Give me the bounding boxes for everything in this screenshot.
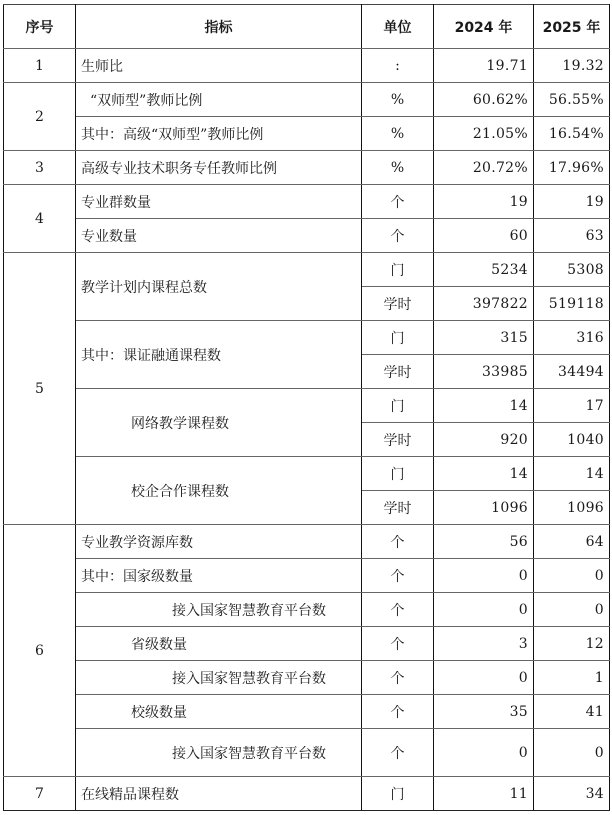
table-row <box>4 661 610 695</box>
value-2024: 11 <box>434 777 534 811</box>
value-2024: 60 <box>434 219 534 253</box>
header-2025: 2025 年 <box>534 5 610 49</box>
indicator-cell: 专业教学资源库数 <box>76 525 362 559</box>
value-2025: 19 <box>534 185 610 219</box>
unit-cell: 个 <box>362 559 434 593</box>
value-2024: 1096 <box>434 491 534 525</box>
value-2024: 60.62% <box>434 83 534 117</box>
value-2024: 397822 <box>434 287 534 321</box>
unit-cell: : <box>362 49 434 83</box>
header-indicator: 指标 <box>76 5 362 49</box>
unit-cell: 个 <box>362 185 434 219</box>
unit-cell: 门 <box>362 253 434 287</box>
value-2024: 14 <box>434 389 534 423</box>
table-row <box>4 389 610 423</box>
indicator-cell: 校企合作课程数 <box>76 457 362 525</box>
indicator-cell: 高级专业技术职务专任教师比例 <box>76 151 362 185</box>
table-row <box>4 253 610 287</box>
value-2025: 0 <box>534 729 610 777</box>
table-row <box>4 777 610 811</box>
unit-cell: 门 <box>362 777 434 811</box>
value-2025: 0 <box>534 559 610 593</box>
value-2024: 19.71 <box>434 49 534 83</box>
table-row <box>4 219 610 253</box>
indicator-cell: 其中：国家级数量 <box>76 559 362 593</box>
value-2024: 56 <box>434 525 534 559</box>
seq-cell: 7 <box>4 777 76 811</box>
value-2025: 63 <box>534 219 610 253</box>
seq-cell: 3 <box>4 151 76 185</box>
table-row <box>4 117 610 151</box>
unit-cell: 门 <box>362 321 434 355</box>
indicator-cell: 接入国家智慧教育平台数 <box>76 593 362 627</box>
indicator-cell: 专业群数量 <box>76 185 362 219</box>
value-2025: 14 <box>534 457 610 491</box>
seq-cell: 6 <box>4 525 76 777</box>
table-row <box>4 83 610 117</box>
unit-cell: 个 <box>362 219 434 253</box>
unit-cell: 门 <box>362 389 434 423</box>
value-2025: 16.54% <box>534 117 610 151</box>
value-2025: 64 <box>534 525 610 559</box>
value-2025: 17 <box>534 389 610 423</box>
table-row <box>4 321 610 355</box>
indicator-cell: 校级数量 <box>76 695 362 729</box>
value-2025: 1040 <box>534 423 610 457</box>
value-2025: 0 <box>534 593 610 627</box>
unit-cell: 个 <box>362 627 434 661</box>
value-2024: 0 <box>434 729 534 777</box>
value-2025: 17.96% <box>534 151 610 185</box>
value-2024: 14 <box>434 457 534 491</box>
value-2025: 519118 <box>534 287 610 321</box>
seq-cell: 2 <box>4 83 76 151</box>
unit-cell: 学时 <box>362 491 434 525</box>
unit-cell: 个 <box>362 661 434 695</box>
table-row <box>4 185 610 219</box>
table-row <box>4 695 610 729</box>
table-row <box>4 457 610 491</box>
value-2024: 0 <box>434 593 534 627</box>
indicator-cell: 其中：课证融通课程数 <box>76 321 362 389</box>
value-2024: 5234 <box>434 253 534 287</box>
indicator-cell: 专业数量 <box>76 219 362 253</box>
unit-cell: 个 <box>362 695 434 729</box>
header-unit: 单位 <box>362 5 434 49</box>
table-row <box>4 151 610 185</box>
header-row <box>4 5 610 49</box>
value-2025: 56.55% <box>534 83 610 117</box>
value-2025: 41 <box>534 695 610 729</box>
value-2024: 3 <box>434 627 534 661</box>
table-row <box>4 559 610 593</box>
value-2025: 34 <box>534 777 610 811</box>
value-2024: 0 <box>434 559 534 593</box>
seq-cell: 4 <box>4 185 76 253</box>
value-2025: 1096 <box>534 491 610 525</box>
indicator-cell: 生师比 <box>76 49 362 83</box>
value-2024: 33985 <box>434 355 534 389</box>
indicator-cell: “双师型”教师比例 <box>76 83 362 117</box>
value-2024: 35 <box>434 695 534 729</box>
value-2025: 1 <box>534 661 610 695</box>
indicator-cell: 其中：高级“双师型”教师比例 <box>76 117 362 151</box>
value-2025: 5308 <box>534 253 610 287</box>
unit-cell: 个 <box>362 729 434 777</box>
table-row <box>4 49 610 83</box>
value-2024: 920 <box>434 423 534 457</box>
value-2025: 12 <box>534 627 610 661</box>
seq-cell: 5 <box>4 253 76 525</box>
header-2024: 2024 年 <box>434 5 534 49</box>
value-2025: 316 <box>534 321 610 355</box>
table-row <box>4 627 610 661</box>
unit-cell: 学时 <box>362 355 434 389</box>
indicator-table <box>3 4 610 811</box>
table-row <box>4 593 610 627</box>
unit-cell: 学时 <box>362 287 434 321</box>
unit-cell: % <box>362 117 434 151</box>
value-2024: 0 <box>434 661 534 695</box>
header-seq: 序号 <box>4 5 76 49</box>
unit-cell: 学时 <box>362 423 434 457</box>
indicator-cell: 网络教学课程数 <box>76 389 362 457</box>
value-2025: 34494 <box>534 355 610 389</box>
value-2025: 19.32 <box>534 49 610 83</box>
table-row <box>4 525 610 559</box>
unit-cell: 门 <box>362 457 434 491</box>
indicator-cell: 接入国家智慧教育平台数 <box>76 729 362 777</box>
unit-cell: % <box>362 151 434 185</box>
table-row <box>4 729 610 777</box>
indicator-cell: 省级数量 <box>76 627 362 661</box>
indicator-cell: 在线精品课程数 <box>76 777 362 811</box>
unit-cell: 个 <box>362 593 434 627</box>
indicator-cell: 接入国家智慧教育平台数 <box>76 661 362 695</box>
value-2024: 21.05% <box>434 117 534 151</box>
value-2024: 19 <box>434 185 534 219</box>
unit-cell: % <box>362 83 434 117</box>
unit-cell: 个 <box>362 525 434 559</box>
seq-cell: 1 <box>4 49 76 83</box>
value-2024: 20.72% <box>434 151 534 185</box>
indicator-cell: 教学计划内课程总数 <box>76 253 362 321</box>
value-2024: 315 <box>434 321 534 355</box>
